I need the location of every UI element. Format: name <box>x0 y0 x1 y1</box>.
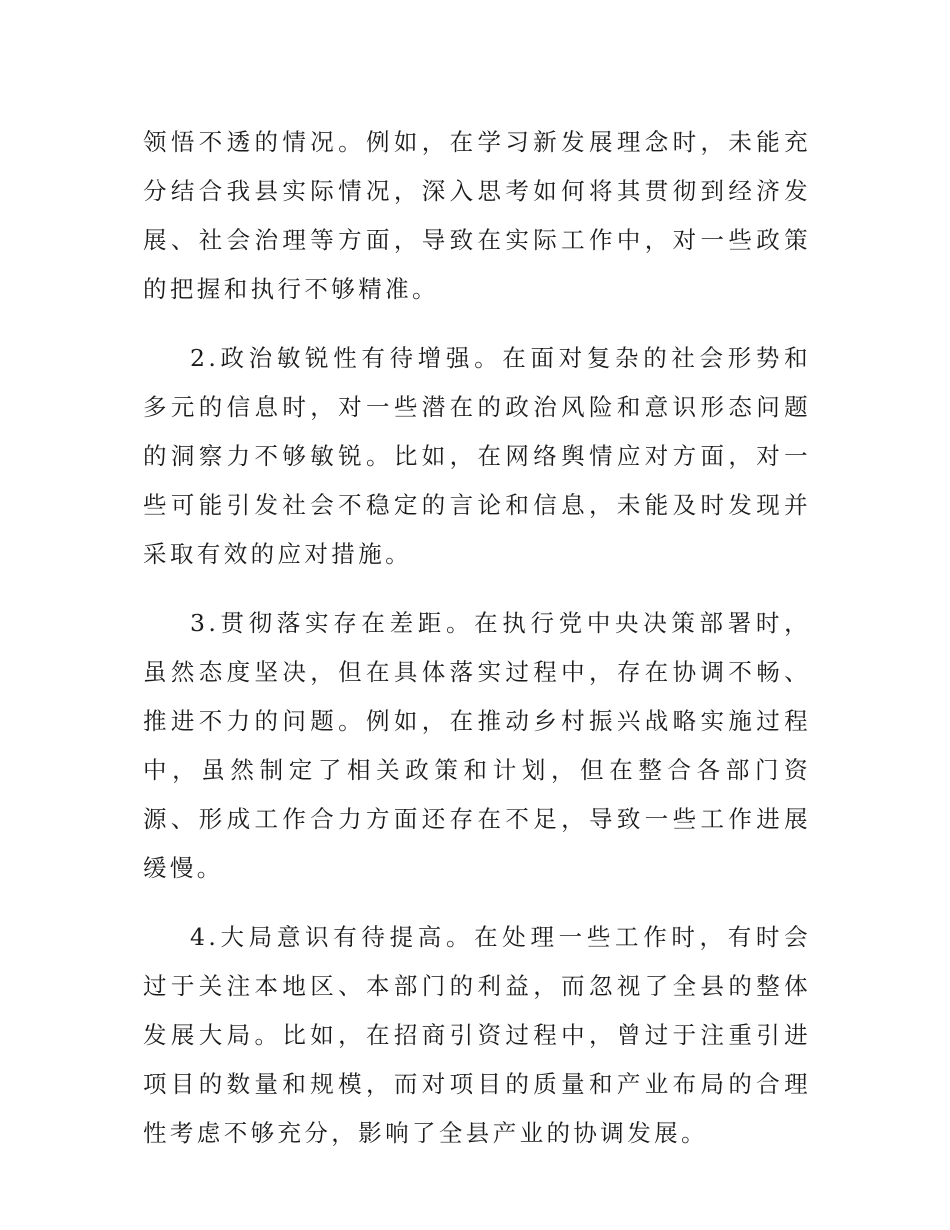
document-page <box>143 118 811 1178</box>
paragraph-continuation: 领悟不透的情况。例如，在学习新发展理念时，未能充分结合我县实际情况，深入思考如何将其贯彻到经济发展、社会治理等方面，导致在实际工作中，对一些政策的把握和执行不够精准。 <box>143 128 811 303</box>
paragraph-item-2: 2.政治敏锐性有待增强。在面对复杂的社会形势和多元的信息时，对一些潜在的政治风险和意识形态问题的洞察力不够敏锐。比如，在网络舆情应对方面，对一些可能引发社会不稳定的言论和信息，未能及时发现并采取有效的应对措施。 <box>143 344 811 568</box>
paragraph-item-3: 3.贯彻落实存在差距。在执行党中央决策部署时，虽然态度坚决，但在具体落实过程中，存在协调不畅、推进不力的问题。例如，在推动乡村振兴战略实施过程中，虽然制定了相关政策和计划，但在整合各部门资源、形成工作合力方面还存在不足，导致一些工作进展缓慢。 <box>143 609 811 882</box>
paragraph-item-4: 4.大局意识有待提高。在处理一些工作时，有时会过于关注本地区、本部门的利益，而忽视了全县的整体发展大局。比如，在招商引资过程中，曾过于注重引进项目的数量和规模，而对项目的质量和产业布局的合理性考虑不够充分，影响了全县产业的协调发展。 <box>143 923 811 1147</box>
